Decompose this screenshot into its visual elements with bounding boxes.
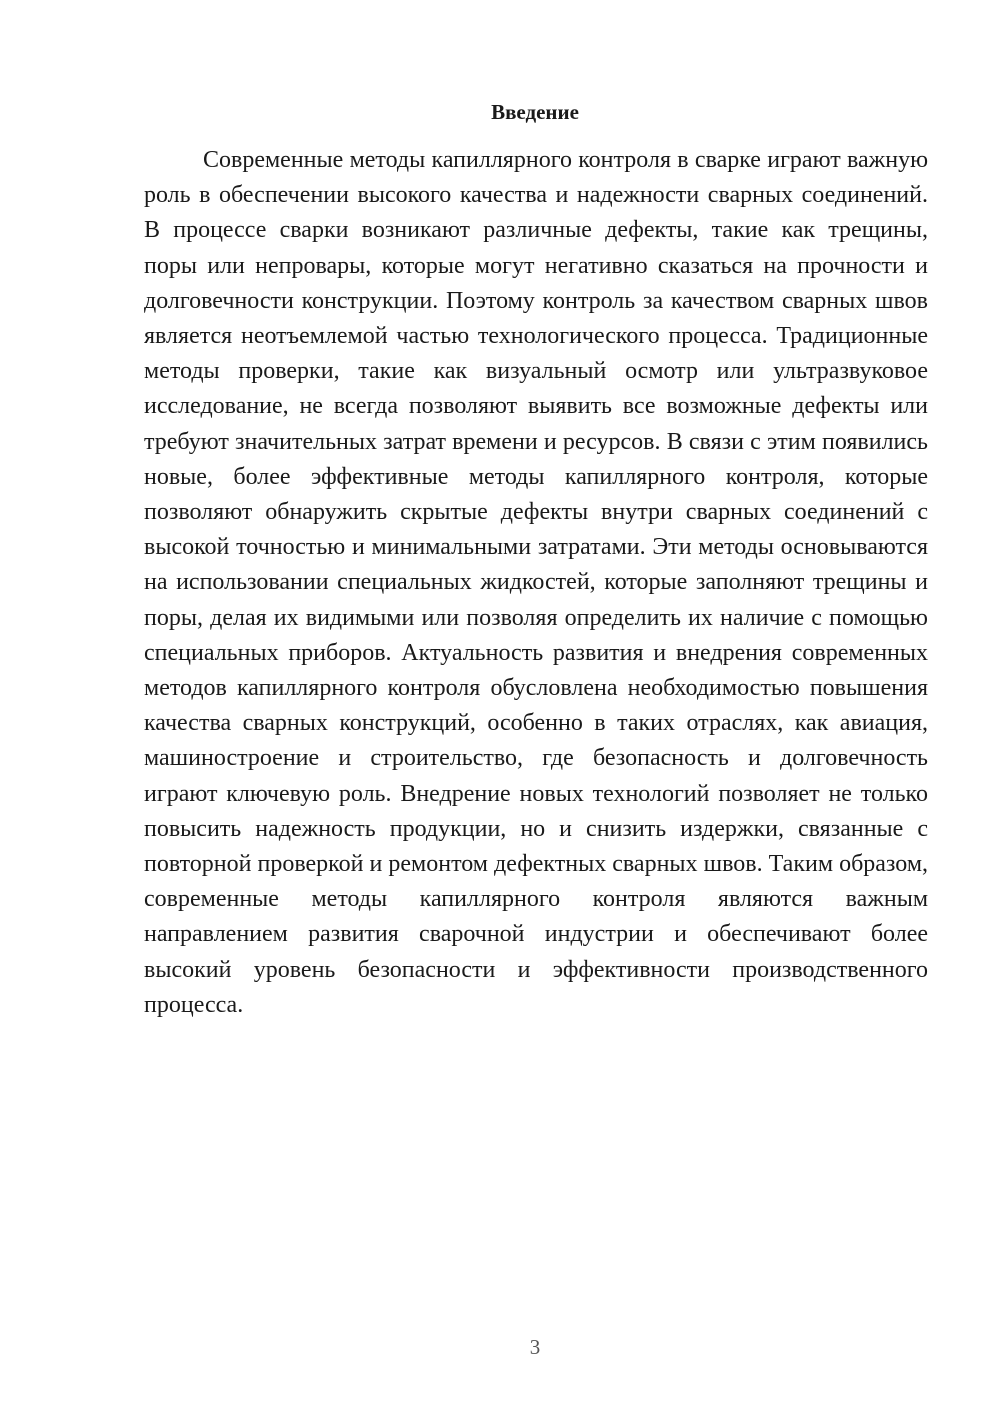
page-number: 3 xyxy=(529,1335,541,1359)
section-title: Введение xyxy=(491,100,579,124)
body-paragraph: Современные методы капиллярного контроля в сварке играют важную роль в обеспечении высокого качества и надежности сварных соединений. В процессе сварки возникают различные дефекты, такие как трещины, поры или непровары, которые могут негативно сказаться на прочности и долговечности конструкции. Поэтому контроль за качеством сварных швов является неотъемлемой частью технологического процесса. Традиционные методы проверки, такие как визуальный осмотр или ультразвуковое исследование, не всегда позволяют выявить все возможные дефекты или требуют значительных затрат времени и ресурсов. В связи с этим появились новые, более эффективные методы капиллярного контроля, которые позволяют обнаружить скрытые дефекты внутри сварных соединений с высокой точностью и минимальными затратами. Эти методы основываются на использовании специальных жидкостей, которые заполняют трещины и поры, делая их видимыми или позволяя определить их наличие с помощью специальных приборов. Актуальность развития и внедрения современных методов капиллярного контроля обусловлена необходимостью повышения качества сварных конструкций, особенно в таких отраслях, как авиация, машиностроение и строительство, где безопасность и долговечность играют ключевую роль. Внедрение новых технологий позволяет не только повысить надежность продукции, но и снизить издержки, связанные с повторной проверкой и ремонтом дефектных сварных швов. Таким образом, современные методы капиллярного контроля являются важным направлением развития сварочной индустрии и обеспечивают более высокий уровень безопасности и эффективности производственного процесса. xyxy=(144,147,928,1018)
